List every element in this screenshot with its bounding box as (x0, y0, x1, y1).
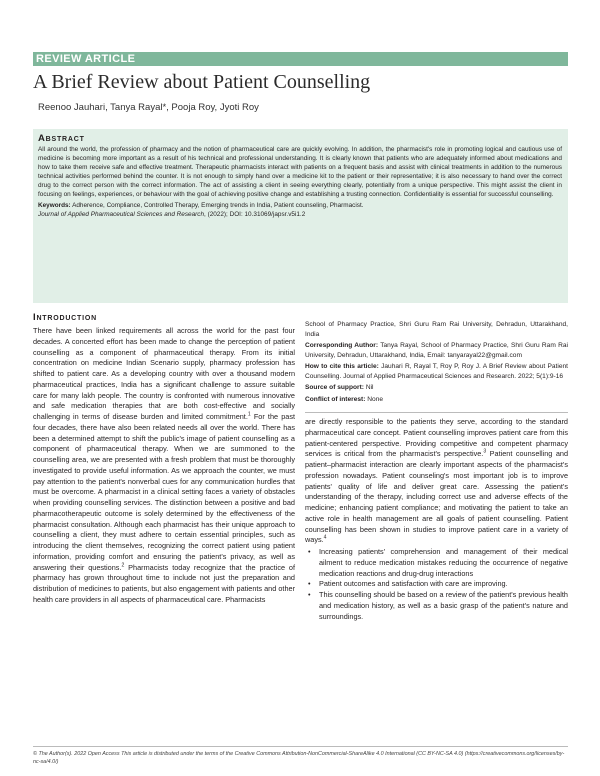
intro-text-part: For the past four decades, there have also been related needs all over the world. There has been a determined attempt to shift the public's image of patient counselling as a component of pharmaceutical therapy. When we are summoned to the counselling area, we are presented with a fresh problem that must be thoroughly investigated to provide useful information. As we approach the counter, we must pay attention to the patient's nonverbal cues for any communication hurdles that must be overcome. A pharmacist in a clinical setting faces a variety of obstacles when providing counselling services. The distinction between a positive and bad pharmacotherapeutic outcome is solely determined by the effectiveness of the pharmacist consultation. Although each pharmacist has their unique approach to counselling a client, they must adhere to certain essential principles, such as introducing the client themselves, recognizing the correct patient using patient information, providing comfort and ensuring the patient's privacy, as well as answering their questions. (33, 412, 295, 572)
reference-marker: 2 (121, 562, 125, 569)
introduction-paragraph (33, 326, 295, 606)
body-text-part: Patient counselling and patient–pharmacist interaction are clearly important aspects of the pharmacist's profession nowadays. Patient counseling's most important job is to improve patients' quality of life and deliver great care. Assessing the patient's understanding of the therapy, including correct use and adverse effects of the medicine; enhancing patient compliance; and motivating the patient to take an active role in health management are all goals of patient counselling. Patient counselling has been shown in studies to improve patient care in a variety of ways. (305, 449, 568, 545)
license-footer: © The Author(s). 2022 Open Access This article is distributed under the terms of the Creative Commons Attribution-NonCommercial-ShareAlike 4.0 International (CC BY-NC-SA 4.0) (https://creativecommons.org/licenses/by-nc-sa/4.0/) (33, 751, 565, 765)
conflict-label: Conflict of interest: (305, 395, 366, 403)
support-text: Nil (363, 384, 374, 391)
source-of-support (305, 383, 568, 393)
intro-text-part: There have been linked requirements all across the world for the past four decades. A concerted effort has been made to change the perception of patient counselling as a component of pharmaceutical therapy. From its initial concentration on medicine Indian Scenario supply, pharmacy profession has shifted to patient care. As a developing country with over a thousand modern pharmaceutical practices, India has a significant challenge to assure suitable care for many lakh people. The country is confronted with numerous innovative and safe medication therapies that are both cost-effective and socially challenging in terms of disease burden and limited commitment. (33, 326, 295, 421)
section-banner (33, 52, 568, 66)
list-item: • Increasing patients' comprehension and management of their medical ailment to reduce medication mistakes reducing the occurrence of negative medication reactions and drug-drug interactions (319, 547, 568, 579)
reference-marker: 1 (247, 411, 251, 418)
doi-text: , (2022); DOI: 10.31069/japsr.v5i1.2 (204, 211, 306, 219)
info-divider (305, 412, 568, 413)
abstract-text: All around the world, the profession of pharmacy and the notion of pharmaceutical care are quickly evolving. In addition, the pharmacist's role in promoting logical and cautious use of medicine is becoming more important as a result of his technical and professional understanding. It is clearly known that patients who are adequately informed about medications and how to take them receive safe and effective treatment. Therapeutic pharmacists interact with patients on a frequent basis and assist with clinical treatments in addition to the numerous technical activities performed behind the counter. It is not enough to simply hand over a medicine kit to the patient or their representative; it is also necessary to hand over the correct drug to the correct person with the correct information. The act of assisting a client in seeing everything clearly, potentially from a unique perspective. This might assist the client in focusing on feelings, experiences, or behaviour with the goal of achieving positive change and establishing a trusting connection. Confidentiality is essential for successful counselling. (38, 146, 562, 198)
corresponding-author (305, 341, 568, 360)
intro-text-part: Pharmacists today recognize that the practice of pharmacy has grown throughout time to include not just the preparation and distribution of medicines to patients, but also engagement with patients and other health care providers in all aspects of pharmaceutical care. Pharmacists (33, 562, 295, 604)
article-title: A Brief Review about Patient Counselling (33, 71, 371, 93)
body-text-part: are directly responsible to the patients they serve, according to the standard pharmaceutical care concept. Patient counselling improves patient care from this patient-centered perspective. Providing competitive and competent pharmacy services is critical from the pharmacist's perspective. (305, 417, 568, 459)
reference-marker: 3 (483, 448, 487, 455)
support-label: Source of support: (305, 384, 364, 391)
cite-text: Jauhari R, Rayal T, Roy P, Roy J. A Brief Review about Patient Counselling. Journal of Applied Pharmaceutical Sciences and Research. 2022; 5(1):9-16 (305, 363, 568, 380)
section-label: REVIEW ARTICLE (36, 53, 136, 65)
footer-divider (33, 746, 568, 747)
keywords-label: Keywords: (38, 202, 71, 210)
list-item: • Patient outcomes and satisfaction with care are improving. (319, 579, 568, 590)
conflict-of-interest (305, 395, 568, 405)
author-list: Reenoo Jauhari, Tanya Rayal*, Pooja Roy, Jyoti Roy (38, 102, 259, 113)
keywords-line (38, 202, 562, 211)
keywords-text: Adherence, Compliance, Controlled Therapy, Emerging trends in India, Patient counseling, Pharmacist. (72, 202, 364, 210)
abstract-heading: Abstract (38, 133, 85, 144)
left-column (33, 312, 295, 606)
introduction-heading: Introduction (33, 312, 97, 323)
benefit-list (305, 547, 568, 622)
abstract-box (33, 129, 568, 303)
cite-label: How to cite this article: (305, 363, 379, 370)
conflict-text: None (365, 395, 384, 403)
body-paragraph (305, 417, 568, 546)
journal-citation (38, 211, 562, 220)
article-info-block (305, 320, 568, 406)
reference-marker: 4 (323, 534, 327, 541)
affiliation: School of Pharmacy Practice, Shri Guru Ram Rai University, Dehradun, Uttarakhand, India (305, 321, 568, 338)
list-item: • This counselling should be based on a review of the patient's previous health and medication history, as well as a basic grasp of the patient's nature and surroundings. (319, 590, 568, 622)
corresponding-label: Corresponding Author: (305, 342, 379, 349)
how-to-cite (305, 362, 568, 381)
right-column (305, 417, 568, 622)
journal-name: Journal of Applied Pharmaceutical Sciences and Research (38, 211, 205, 219)
corresponding-text: Tanya Rayal, School of Pharmacy Practice, Shri Guru Ram Rai University, Dehradun, Uttarakhand, India, Email: tanyarayal22@gmail.com (305, 342, 568, 359)
